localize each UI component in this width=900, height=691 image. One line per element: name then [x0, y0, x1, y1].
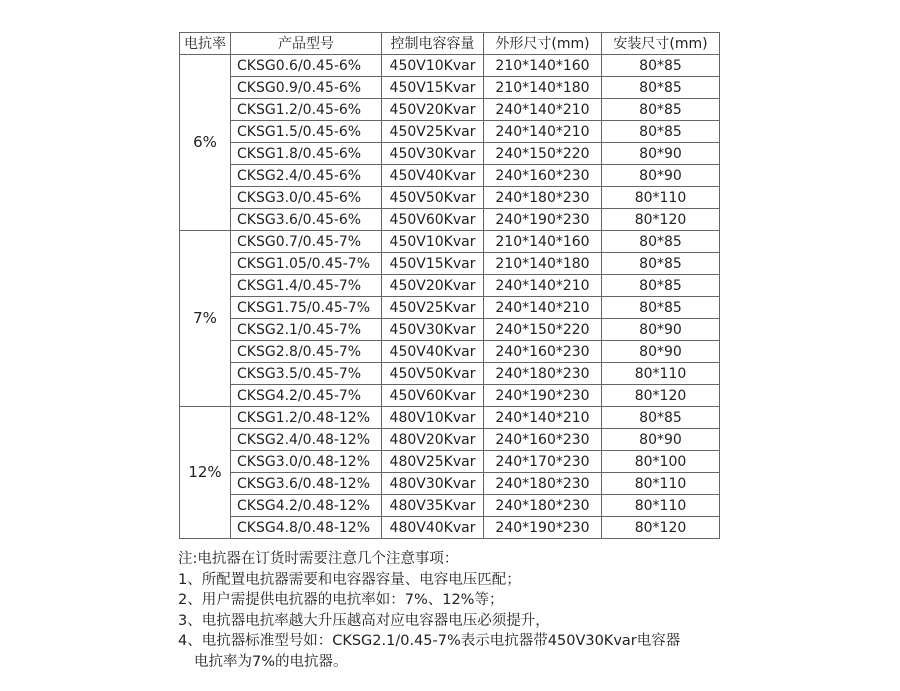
reactance-cell: 6%: [180, 55, 231, 231]
dimensions-cell: 240*160*230: [484, 341, 602, 363]
table-row: [180, 517, 720, 539]
model-cell: CKSG3.5/0.45-7%: [231, 363, 382, 385]
notes-title: 注:电抗器在订货时需要注意几个注意事项：: [178, 551, 459, 567]
model-cell: CKSG1.8/0.45-6%: [231, 143, 382, 165]
dimensions-cell: 240*140*210: [484, 99, 602, 121]
model-cell: CKSG0.7/0.45-7%: [231, 231, 382, 253]
dimensions-cell: 210*140*160: [484, 55, 602, 77]
note-item-2: 2、用户需提供电抗器的电抗率如：7%、12%等；: [178, 592, 504, 608]
dimensions-cell: 240*180*230: [484, 495, 602, 517]
header-reactance: 电抗率: [180, 33, 231, 55]
dimensions-cell: 240*180*230: [484, 187, 602, 209]
mounting-cell: 80*110: [602, 473, 720, 495]
capacity-cell: 450V50Kvar: [382, 363, 484, 385]
model-cell: CKSG4.2/0.48-12%: [231, 495, 382, 517]
table-row: [180, 451, 720, 473]
dimensions-cell: 240*160*230: [484, 165, 602, 187]
mounting-cell: 80*90: [602, 341, 720, 363]
dimensions-cell: 210*140*180: [484, 77, 602, 99]
capacity-cell: 450V60Kvar: [382, 209, 484, 231]
model-cell: CKSG1.5/0.45-6%: [231, 121, 382, 143]
mounting-cell: 80*90: [602, 319, 720, 341]
capacity-cell: 480V10Kvar: [382, 407, 484, 429]
table-row: [180, 407, 720, 429]
model-cell: CKSG3.0/0.45-6%: [231, 187, 382, 209]
note-item-4-continuation: 电抗率为7%的电抗器。: [194, 653, 348, 670]
order-notes: [178, 549, 680, 672]
mounting-cell: 80*110: [602, 187, 720, 209]
capacity-cell: 450V40Kvar: [382, 341, 484, 363]
dimensions-cell: 240*140*210: [484, 275, 602, 297]
table-row: [180, 495, 720, 517]
table-body: [180, 55, 720, 539]
dimensions-cell: 240*190*230: [484, 385, 602, 407]
capacity-cell: 450V10Kvar: [382, 55, 484, 77]
mounting-cell: 80*85: [602, 407, 720, 429]
table-row: [180, 275, 720, 297]
mounting-cell: 80*120: [602, 517, 720, 539]
note-item-1: 1、所配置电抗器需要和电容器容量、电容电压匹配；: [178, 571, 521, 588]
model-cell: CKSG2.8/0.45-7%: [231, 341, 382, 363]
capacity-cell: 450V50Kvar: [382, 187, 484, 209]
mounting-cell: 80*85: [602, 253, 720, 275]
mounting-cell: 80*85: [602, 77, 720, 99]
capacity-cell: 480V40Kvar: [382, 517, 484, 539]
model-cell: CKSG4.2/0.45-7%: [231, 385, 382, 407]
table-header-row: [180, 33, 720, 55]
capacity-cell: 450V30Kvar: [382, 143, 484, 165]
reactance-cell: 7%: [180, 231, 231, 407]
capacity-cell: 450V20Kvar: [382, 99, 484, 121]
capacity-cell: 450V15Kvar: [382, 253, 484, 275]
table-row: [180, 341, 720, 363]
table-row: [180, 55, 720, 77]
model-cell: CKSG2.4/0.45-6%: [231, 165, 382, 187]
mounting-cell: 80*120: [602, 385, 720, 407]
capacity-cell: 480V30Kvar: [382, 473, 484, 495]
reactance-cell: 12%: [180, 407, 231, 539]
dimensions-cell: 240*150*220: [484, 143, 602, 165]
capacity-cell: 450V40Kvar: [382, 165, 484, 187]
capacity-cell: 480V25Kvar: [382, 451, 484, 473]
table-row: [180, 363, 720, 385]
dimensions-cell: 240*140*210: [484, 407, 602, 429]
capacity-cell: 480V35Kvar: [382, 495, 484, 517]
model-cell: CKSG3.0/0.48-12%: [231, 451, 382, 473]
dimensions-cell: 240*160*230: [484, 429, 602, 451]
model-cell: CKSG1.05/0.45-7%: [231, 253, 382, 275]
capacity-cell: 450V25Kvar: [382, 297, 484, 319]
table-row: [180, 187, 720, 209]
mounting-cell: 80*85: [602, 99, 720, 121]
capacity-cell: 450V20Kvar: [382, 275, 484, 297]
mounting-cell: 80*110: [602, 495, 720, 517]
mounting-cell: 80*120: [602, 209, 720, 231]
table-row: [180, 253, 720, 275]
table-row: [180, 231, 720, 253]
header-capacity: 控制电容容量: [382, 33, 484, 55]
table-row: [180, 209, 720, 231]
table-row: [180, 121, 720, 143]
model-cell: CKSG3.6/0.48-12%: [231, 473, 382, 495]
dimensions-cell: 240*170*230: [484, 451, 602, 473]
model-cell: CKSG0.6/0.45-6%: [231, 55, 382, 77]
table-row: [180, 143, 720, 165]
dimensions-cell: 240*140*210: [484, 297, 602, 319]
dimensions-cell: 240*140*210: [484, 121, 602, 143]
mounting-cell: 80*110: [602, 363, 720, 385]
mounting-cell: 80*85: [602, 121, 720, 143]
capacity-cell: 450V25Kvar: [382, 121, 484, 143]
mounting-cell: 80*85: [602, 231, 720, 253]
dimensions-cell: 240*150*220: [484, 319, 602, 341]
capacity-cell: 450V30Kvar: [382, 319, 484, 341]
dimensions-cell: 210*140*180: [484, 253, 602, 275]
capacity-cell: 480V20Kvar: [382, 429, 484, 451]
dimensions-cell: 210*140*160: [484, 231, 602, 253]
note-item-3: 3、电抗器电抗率越大升压越高对应电容器电压必须提升，: [178, 612, 550, 629]
header-dimensions: 外形尺寸(mm): [484, 33, 602, 55]
mounting-cell: 80*90: [602, 143, 720, 165]
table-row: [180, 385, 720, 407]
model-cell: CKSG1.4/0.45-7%: [231, 275, 382, 297]
model-cell: CKSG0.9/0.45-6%: [231, 77, 382, 99]
table-row: [180, 429, 720, 451]
capacity-cell: 450V15Kvar: [382, 77, 484, 99]
mounting-cell: 80*85: [602, 275, 720, 297]
table-row: [180, 77, 720, 99]
model-cell: CKSG1.2/0.45-6%: [231, 99, 382, 121]
mounting-cell: 80*85: [602, 297, 720, 319]
model-cell: CKSG2.1/0.45-7%: [231, 319, 382, 341]
table-row: [180, 319, 720, 341]
reactor-spec-table: [179, 32, 720, 539]
model-cell: CKSG1.2/0.48-12%: [231, 407, 382, 429]
mounting-cell: 80*100: [602, 451, 720, 473]
capacity-cell: 450V60Kvar: [382, 385, 484, 407]
table-row: [180, 99, 720, 121]
header-mounting: 安装尺寸(mm): [602, 33, 720, 55]
dimensions-cell: 240*190*230: [484, 209, 602, 231]
mounting-cell: 80*85: [602, 55, 720, 77]
model-cell: CKSG3.6/0.45-6%: [231, 209, 382, 231]
table-row: [180, 473, 720, 495]
mounting-cell: 80*90: [602, 429, 720, 451]
table-row: [180, 297, 720, 319]
model-cell: CKSG4.8/0.48-12%: [231, 517, 382, 539]
model-cell: CKSG1.75/0.45-7%: [231, 297, 382, 319]
mounting-cell: 80*90: [602, 165, 720, 187]
capacity-cell: 450V10Kvar: [382, 231, 484, 253]
dimensions-cell: 240*190*230: [484, 517, 602, 539]
dimensions-cell: 240*180*230: [484, 473, 602, 495]
note-item-4: 4、电抗器标准型号如：CKSG2.1/0.45-7%表示电抗器带450V30Kvar电容器: [178, 633, 681, 649]
model-cell: CKSG2.4/0.48-12%: [231, 429, 382, 451]
dimensions-cell: 240*180*230: [484, 363, 602, 385]
header-model: 产品型号: [231, 33, 382, 55]
table-row: [180, 165, 720, 187]
